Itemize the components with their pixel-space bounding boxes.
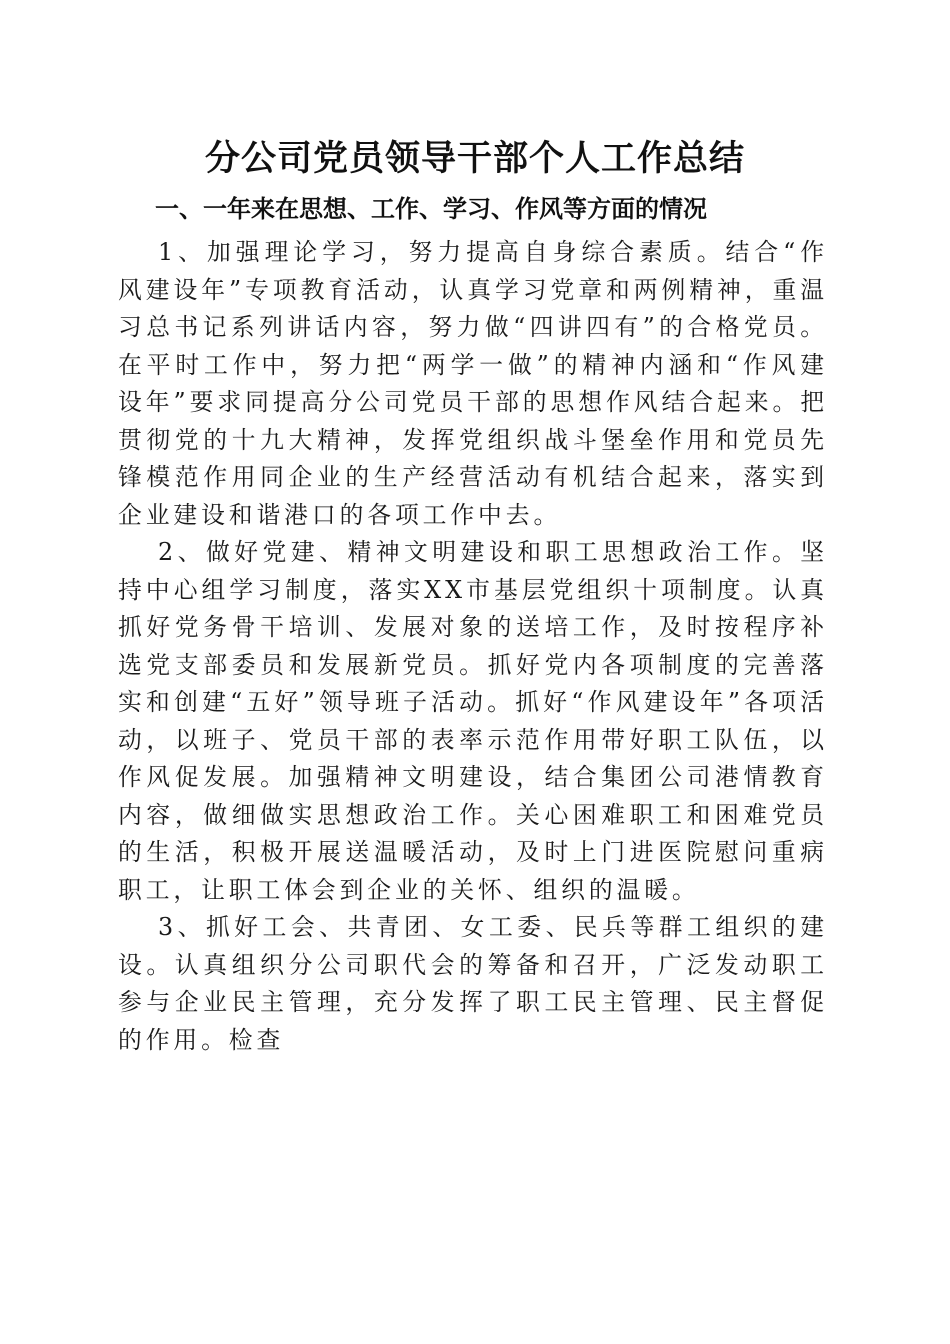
section-heading: 一、一年来在思想、工作、学习、作风等方面的情况 [155, 195, 707, 223]
paragraph-2: 2、做好党建、精神文明建设和职工思想政治工作。坚持中心组学习制度，落实XX市基层党组织十项制度。认真抓好党务骨干培训、发展对象的送培工作，及时按程序补选党支部委员和发展新党员。抓好党内各项制度的完善落实和创建“五好”领导班子活动。抓好“作风建设年”各项活动，以班子、党员干部的表率示范作用带好职工队伍，以作风促发展。加强精神文明建设，结合集团公司港情教育内容，做细做实思想政治工作。关心困难职工和困难党员的生活，积极开展送温暖活动，及时上门进医院慰问重病职工，让职工体会到企业的关怀、组织的温暖。 [118, 538, 828, 904]
paragraph-3: 3、抓好工会、共青团、女工委、民兵等群工组织的建设。认真组织分公司职代会的筹备和召开，广泛发动职工参与企业民主管理，充分发挥了职工民主管理、民主督促的作用。检查 [118, 913, 828, 1054]
paragraph-1: 1、加强理论学习，努力提高自身综合素质。结合“作风建设年”专项教育活动，认真学习党章和两例精神，重温习总书记系列讲话内容，努力做“四讲四有”的合格党员。在平时工作中，努力把“两学一做”的精神内涵和“作风建设年”要求同提高分公司党员干部的思想作风结合起来。把贯彻党的十九大精神，发挥党组织战斗堡垒作用和党员先锋模范作用同企业的生产经营活动有机结合起来，落实到企业建设和谐港口的各项工作中去。 [118, 238, 828, 529]
document-title: 分公司党员领导干部个人工作总结 [204, 138, 745, 179]
document-body [118, 234, 828, 1059]
